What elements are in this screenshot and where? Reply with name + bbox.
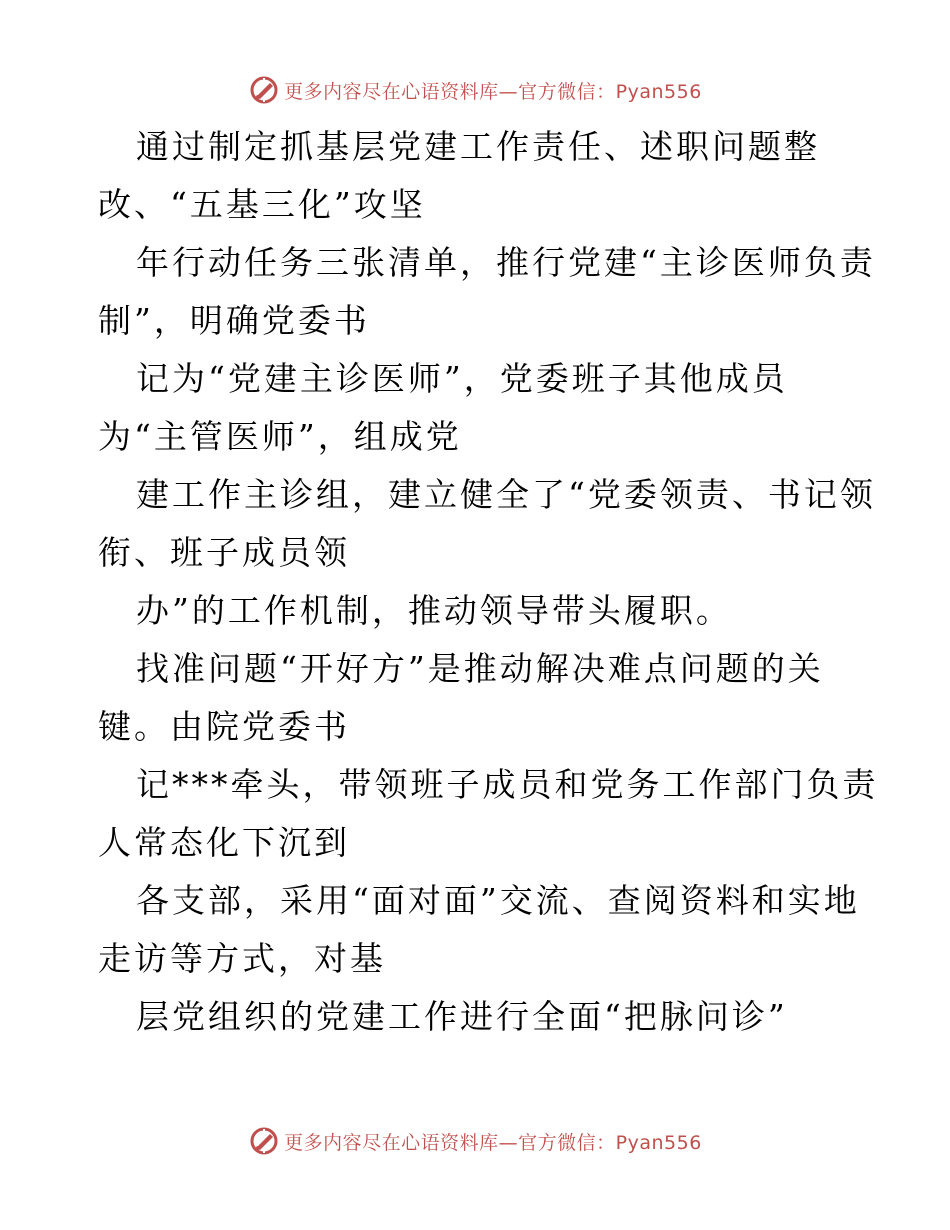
text-line: 衔、班子成员领 [98, 533, 350, 572]
text-line: 为“主管医师”，组成党 [98, 417, 462, 456]
text-line: 制”，明确党委书 [98, 301, 370, 340]
text-line: 找准问题“开好方”是推动解决难点问题的关 [136, 649, 824, 688]
header-banner [0, 70, 950, 110]
text-line: 年行动任务三张清单，推行党建“主诊医师负责 [136, 243, 876, 282]
text-line: 建工作主诊组，建立健全了“党委领责、书记领 [136, 475, 876, 514]
text-line: 走访等方式，对基 [98, 939, 386, 978]
text-line: 键。由院党委书 [98, 707, 350, 746]
text-line: 记***牵头，带领班子成员和党务工作部门负责 [136, 765, 879, 804]
text-line: 改、“五基三化”攻坚 [98, 185, 426, 224]
text-line: 记为“党建主诊医师”，党委班子其他成员 [136, 359, 788, 398]
text-line: 通过制定抓基层党建工作责任、述职问题整 [136, 127, 820, 166]
footer-banner-text: 更多内容尽在心语资料库—官方微信：Pyan556 [284, 1131, 702, 1154]
pen-nib-logo-icon [248, 1125, 280, 1157]
text-line: 各支部，采用“面对面”交流、查阅资料和实地 [136, 881, 860, 920]
header-banner-text: 更多内容尽在心语资料库—官方微信：Pyan556 [284, 80, 702, 103]
text-line: 办”的工作机制，推动领导带头履职。 [136, 591, 732, 630]
text-line: 人常态化下沉到 [98, 823, 350, 862]
footer-banner [0, 1121, 950, 1161]
text-line: 层党组织的党建工作进行全面“把脉问诊” [136, 997, 788, 1036]
pen-nib-logo-icon [248, 74, 280, 106]
